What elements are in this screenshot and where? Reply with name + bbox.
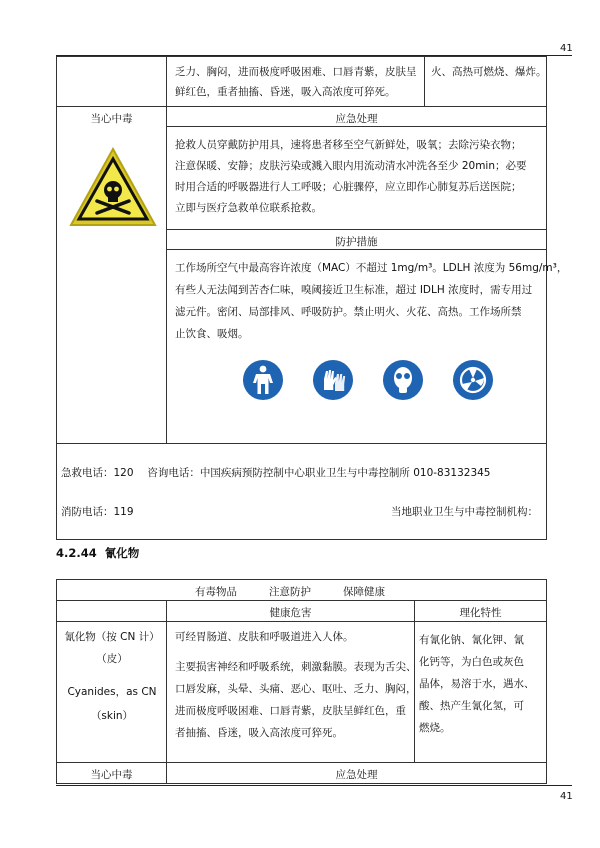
fire-phone: 消防电话：119 xyxy=(61,506,134,518)
protection-line: 止饮食、吸烟。 xyxy=(175,328,249,340)
health-header: 健康危害 xyxy=(269,607,312,619)
protection-line: 有些人无法闻到苦杏仁味，嗅阈接近卫生标准，超过 IDLH 浓度时，需专用过 xyxy=(175,284,533,296)
property-line: 有氰化钠、氰化钾、氰 xyxy=(419,634,524,646)
caution-label: 当心中毒 xyxy=(90,113,133,125)
name-skin-en: （skin） xyxy=(90,710,134,722)
ventilation-fan-icon xyxy=(453,360,493,400)
prev-property-cell xyxy=(425,57,547,107)
name-en: Cyanides，as CN xyxy=(67,686,157,698)
health-text-cell xyxy=(167,622,415,763)
prev-health-line: 乏力、胸闷，进而极度呼吸困难、口唇青紫，皮肤呈 xyxy=(175,66,417,78)
emergency-header: 应急处理 xyxy=(335,113,378,125)
protection-header-cell xyxy=(167,230,547,250)
prev-name-cell xyxy=(57,57,167,107)
emergency-line: 注意保暖、安静；皮肤污染或溅入眼内用流动清水冲洗各至少 20min；必要 xyxy=(175,160,527,172)
slogan-row xyxy=(57,580,547,601)
emergency-line: 抢救人员穿戴防护用具，速将患者移至空气新鲜处，吸氧；去除污染衣物； xyxy=(175,139,522,151)
toxic-hazard-icon xyxy=(69,147,157,227)
emergency-line: 时用合适的呼吸器进行人工呼吸；心脏骤停，应立即作心肺复苏后送医院； xyxy=(175,181,522,193)
property-line: 晶体，易溶于水，遇水、 xyxy=(419,678,535,690)
protection-header: 防护措施 xyxy=(335,236,378,248)
caution-label-new: 当心中毒 xyxy=(90,769,133,781)
property-line: 酸、热产生氰化氢，可 xyxy=(419,700,524,712)
emergency-phone: 急救电话：120 咨询电话：中国疾病预防控制中心职业卫生与中毒控制所 010-83132345 xyxy=(61,467,491,479)
cyanide-ghs-table xyxy=(56,579,547,784)
footer-rule xyxy=(56,785,572,786)
prev-property-line: 火、高热可燃烧、爆炸。 xyxy=(431,66,547,78)
gas-mask-icon xyxy=(383,360,423,400)
health-header-cell xyxy=(167,601,415,622)
health-line: 口唇发麻，头晕、头痛、恶心、呕吐、乏力、胸闷， xyxy=(175,683,417,695)
page-number-bottom: 41 xyxy=(560,791,573,802)
section-title: 氰化物 xyxy=(104,546,140,560)
health-line: 主要损害神经和呼吸系统，刺激黏膜。表现为舌尖、 xyxy=(175,661,417,673)
protective-suit-icon xyxy=(243,360,283,400)
slogan-toxic: 有毒物品 xyxy=(195,586,237,598)
health-line: 进而极度呼吸困难、口唇青紫，皮肤呈鲜红色，重 xyxy=(175,705,406,717)
caution-cell xyxy=(57,107,167,444)
emergency-header-new: 应急处理 xyxy=(335,769,378,781)
slogan-protect: 注意防护 xyxy=(269,586,311,598)
section-number: 4.2.44 xyxy=(56,546,97,560)
health-route: 可经胃肠道、皮肤和呼吸道进入人体。 xyxy=(175,631,354,643)
blank-header-cell xyxy=(57,601,167,622)
emergency-line: 立即与医疗急救单位联系抢救。 xyxy=(175,202,322,214)
protection-line: 滤元件。密闭、局部排风、呼吸防护。禁止明火、火花、高热。工作场所禁 xyxy=(175,306,522,318)
slogan-health: 保障健康 xyxy=(343,586,385,598)
protection-line: 工作场所空气中最高容许浓度（MAC）不超过 1mg/m³。LDLH 浓度为 56mg/m³， xyxy=(175,262,568,274)
protection-text-cell xyxy=(167,250,568,444)
prev-ghs-table xyxy=(56,56,568,540)
property-line: 燃烧。 xyxy=(419,722,451,734)
property-header-cell xyxy=(415,601,547,622)
protective-gloves-icon xyxy=(313,360,353,400)
section-heading xyxy=(56,545,139,561)
contact-cell xyxy=(57,444,547,540)
prev-health-cell xyxy=(167,57,425,107)
name-cn: 氰化物（按 CN 计） xyxy=(64,631,160,643)
health-line: 者抽搐、昏迷，吸入高浓度可猝死。 xyxy=(175,727,343,739)
emergency-header-cell-new xyxy=(167,763,547,784)
local-org: 当地职业卫生与中毒控制机构： xyxy=(391,506,538,518)
substance-name-cell xyxy=(57,622,167,763)
name-skin-cn: （皮） xyxy=(96,653,128,665)
property-line: 化钙等，为白色或灰色 xyxy=(419,656,524,668)
page-number-top: 41 xyxy=(560,43,573,54)
emergency-header-cell xyxy=(167,107,547,127)
property-text-cell xyxy=(415,622,547,763)
caution-cell-new xyxy=(57,763,167,784)
emergency-text-cell xyxy=(167,127,547,230)
prev-health-line: 鲜红色，重者抽搐、昏迷，吸入高浓度可猝死。 xyxy=(175,86,396,98)
property-header: 理化特性 xyxy=(459,607,502,619)
